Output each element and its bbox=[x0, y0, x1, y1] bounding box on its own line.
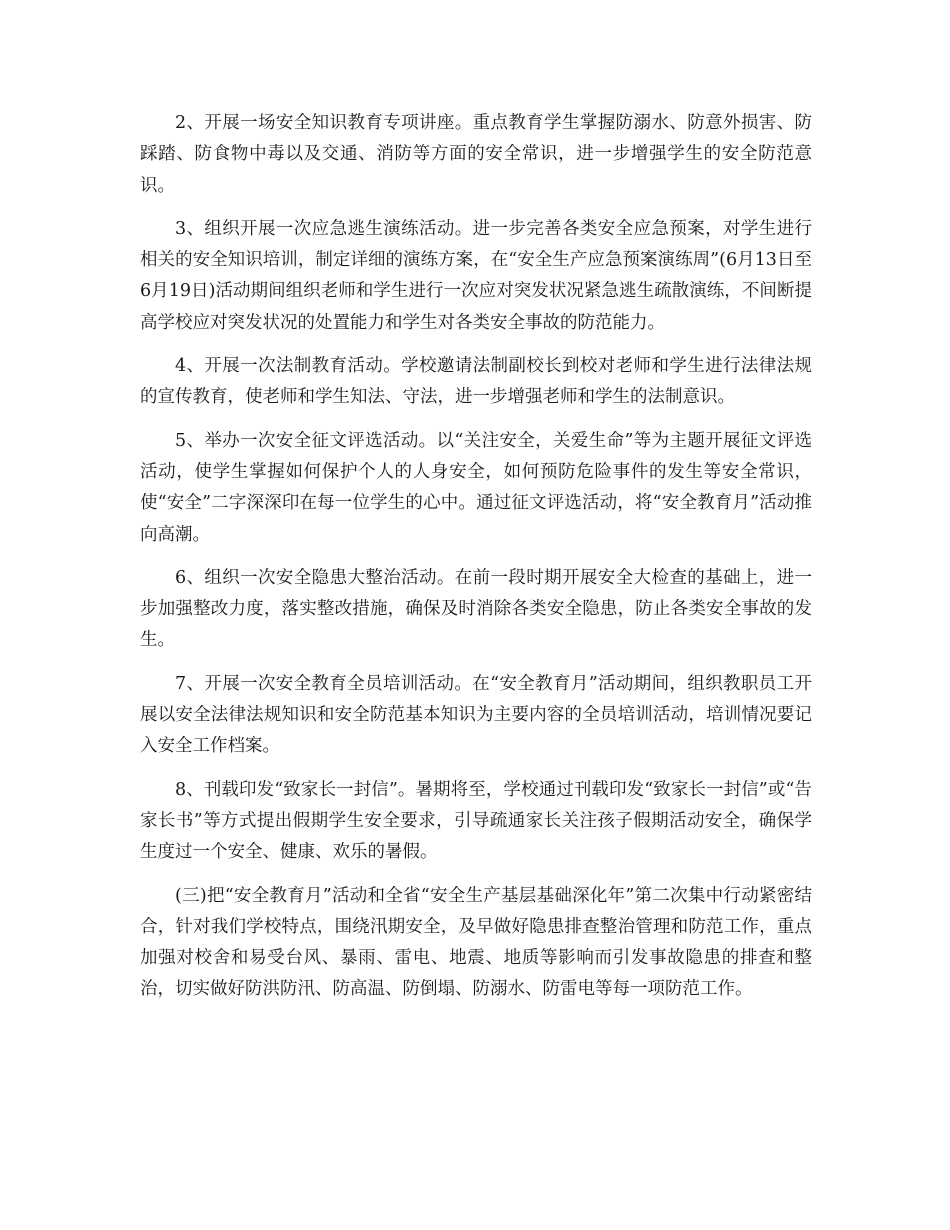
paragraph-item-7: 7、开展一次安全教育全员培训活动。在“安全教育月”活动期间，组织教职员工开展以安全法律法规知识和安全防范基本知识为主要内容的全员培训活动，培训情况要记入安全工作档案。 bbox=[140, 673, 812, 757]
paragraph-item-8: 8、刊载印发“致家长一封信”。暑期将至，学校通过刊载印发“致家长一封信”或“告家长书”等方式提出假期学生安全要求，引导疏通家长关注孩子假期活动安全，确保学生度过一个安全、健康、欢乐的暑假。 bbox=[140, 779, 812, 863]
document-body bbox=[140, 108, 812, 1018]
paragraph-section-3: (三)把“安全教育月”活动和全省“安全生产基层基础深化年”第二次集中行动紧密结合，针对我们学校特点，围绕汛期安全，及早做好隐患排查整治管理和防范工作，重点加强对校舍和易受台风、暴雨、雷电、地震、地质等影响而引发事故隐患的排查和整治，切实做好防洪防汛、防高温、防倒塌、防溺水、防雷电等每一项防范工作。 bbox=[140, 885, 812, 1000]
paragraph-item-4: 4、开展一次法制教育活动。学校邀请法制副校长到校对老师和学生进行法律法规的宣传教育，使老师和学生知法、守法，进一步增强老师和学生的法制意识。 bbox=[140, 356, 812, 408]
paragraph-item-3: 3、组织开展一次应急逃生演练活动。进一步完善各类安全应急预案，对学生进行相关的安全知识培训，制定详细的演练方案，在“安全生产应急预案演练周”(6月13日至6月19日)活动期间组织老师和学生进行一次应对突发状况紧急逃生疏散演练，不间断提高学校应对突发状况的处置能力和学生对各类安全事故的防范能力。 bbox=[140, 218, 812, 333]
paragraph-item-5: 5、举办一次安全征文评选活动。以“关注安全，关爱生命”等为主题开展征文评选活动，使学生掌握如何保护个人的人身安全，如何预防危险事件的发生等安全常识，使“安全”二字深深印在每一位学生的心中。通过征文评选活动，将“安全教育月”活动推向高潮。 bbox=[140, 430, 812, 545]
paragraph-item-6: 6、组织一次安全隐患大整治活动。在前一段时期开展安全大检查的基础上，进一步加强整改力度，落实整改措施，确保及时消除各类安全隐患，防止各类安全事故的发生。 bbox=[140, 567, 812, 651]
paragraph-item-2: 2、开展一场安全知识教育专项讲座。重点教育学生掌握防溺水、防意外损害、防踩踏、防食物中毒以及交通、消防等方面的安全常识，进一步增强学生的安全防范意识。 bbox=[140, 113, 812, 196]
